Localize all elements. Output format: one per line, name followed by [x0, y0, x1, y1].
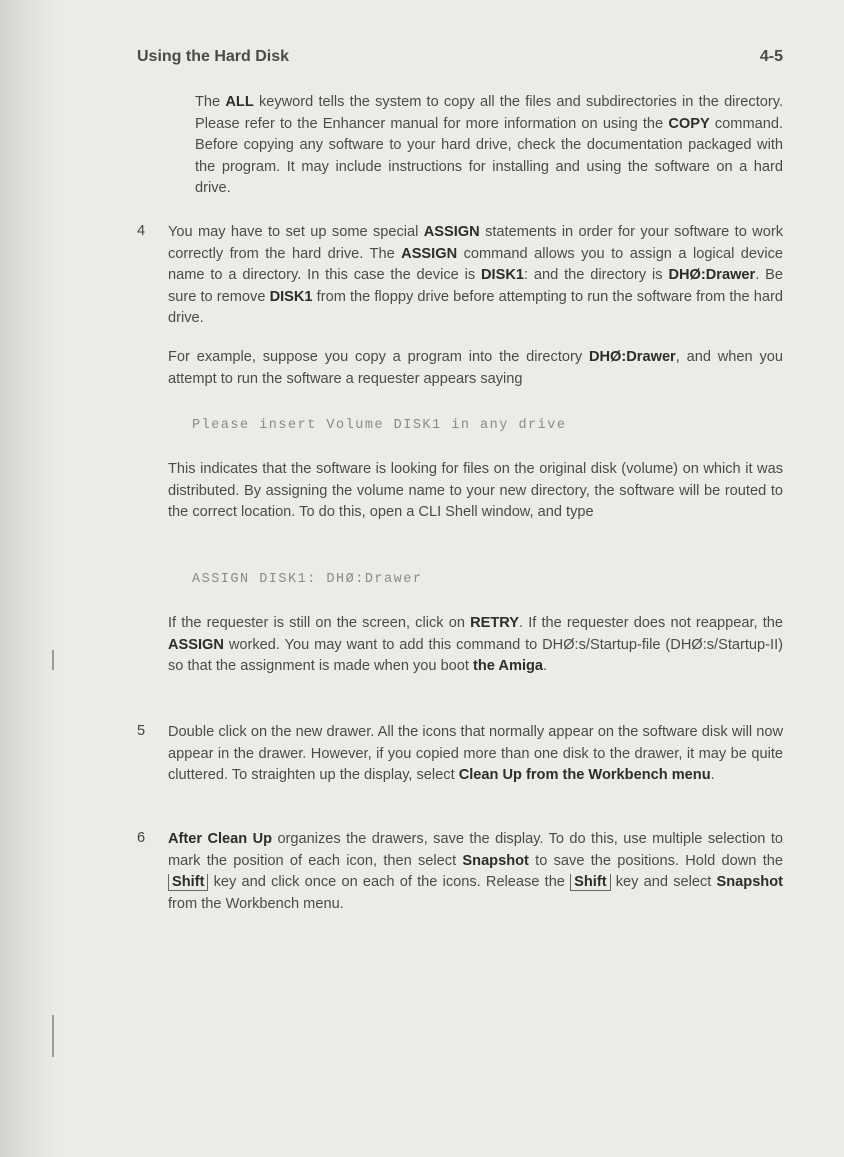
- paragraph-all-keyword: The ALL keyword tells the system to copy all the files and subdirectories in the directory. Please refer to the Enhancer manual for more information on using the COPY command. Before copying any software to your hard drive, check the documentation packaged with the program. It may include instructions for installing and using the software on a hard drive.: [195, 94, 784, 197]
- paragraph-indicates: This indicates that the software is looking for files on the original disk (volume) on which it was distributed. By assigning the volume name to your new directory, the software will be routed to the correct location. To do this, open a CLI Shell window, and type: [168, 461, 783, 521]
- bold-term: the Amiga: [473, 658, 544, 675]
- bold-term: ASSIGN: [401, 245, 458, 262]
- bold-term: Snapshot: [716, 874, 783, 891]
- bold-term: Clean Up from the Workbench menu: [458, 767, 711, 784]
- list-number-5: 5: [137, 723, 146, 739]
- paragraph-double-click: Double click on the new drawer. All the icons that normally appear on the software disk will now appear in the drawer. However, if you copied more than one disk to the drawer, it may be quite cluttered. To straighten up the display, select Clean Up from the Workbench menu.: [168, 724, 783, 784]
- list-number-6: 6: [137, 830, 146, 846]
- paragraph-assign-statements: You may have to set up some special ASSIGN statements in order for your software to work correctly from the hard drive. The ASSIGN command allows you to assign a logical device name to a directory. In this case the device is DISK1: and the directory is DHØ:Drawer. Be sure to remove DISK1 from the floppy drive before attempting to run the software from the hard drive.: [168, 224, 783, 327]
- paragraph-example: For example, suppose you copy a program into the directory DHØ:Drawer, and when you attempt to run the software a requester appears saying: [168, 349, 783, 387]
- paragraph-clean-up: After Clean Up organizes the drawers, save the display. To do this, use multiple selection to mark the position of each icon, then select Snapshot to save the positions. Hold down the Shift key and click once on each of the icons. Release the Shift key and select Snapshot from the Workbench menu.: [168, 831, 783, 912]
- page-binding-line: [52, 650, 54, 670]
- shift-key-label: Shift: [570, 874, 610, 891]
- bold-term: RETRY: [470, 615, 520, 631]
- bold-term: DISK1: [481, 267, 524, 284]
- bold-term: DHØ:Drawer: [668, 267, 756, 284]
- shift-key-label: Shift: [168, 874, 208, 891]
- bold-term: DISK1: [269, 288, 313, 305]
- bold-term: ASSIGN: [423, 224, 480, 240]
- code-requester-message: Please insert Volume DISK1 in any drive: [192, 418, 567, 433]
- bold-term: Snapshot: [462, 852, 529, 869]
- page-number: 4-5: [759, 48, 783, 65]
- page-binding-line: [52, 1015, 54, 1057]
- bold-term: After Clean Up: [168, 831, 273, 847]
- bold-term: ALL: [225, 94, 254, 110]
- list-number-4: 4: [137, 223, 146, 239]
- paragraph-retry: If the requester is still on the screen, click on RETRY. If the requester does not reappear, the ASSIGN worked. You may want to add this command to DHØ:s/Startup-file (DHØ:s/Startup-II) so that the assignment is made when you boot the Amiga.: [168, 615, 784, 675]
- bold-term: COPY: [668, 115, 710, 132]
- running-header: [137, 48, 783, 72]
- page-edge-shadow: [0, 0, 58, 1157]
- code-assign-command: ASSIGN DISK1: DHØ:Drawer: [192, 572, 423, 587]
- bold-term: ASSIGN: [168, 636, 224, 653]
- bold-term: DHØ:Drawer: [588, 349, 676, 365]
- chapter-title: Using the Hard Disk: [137, 48, 290, 65]
